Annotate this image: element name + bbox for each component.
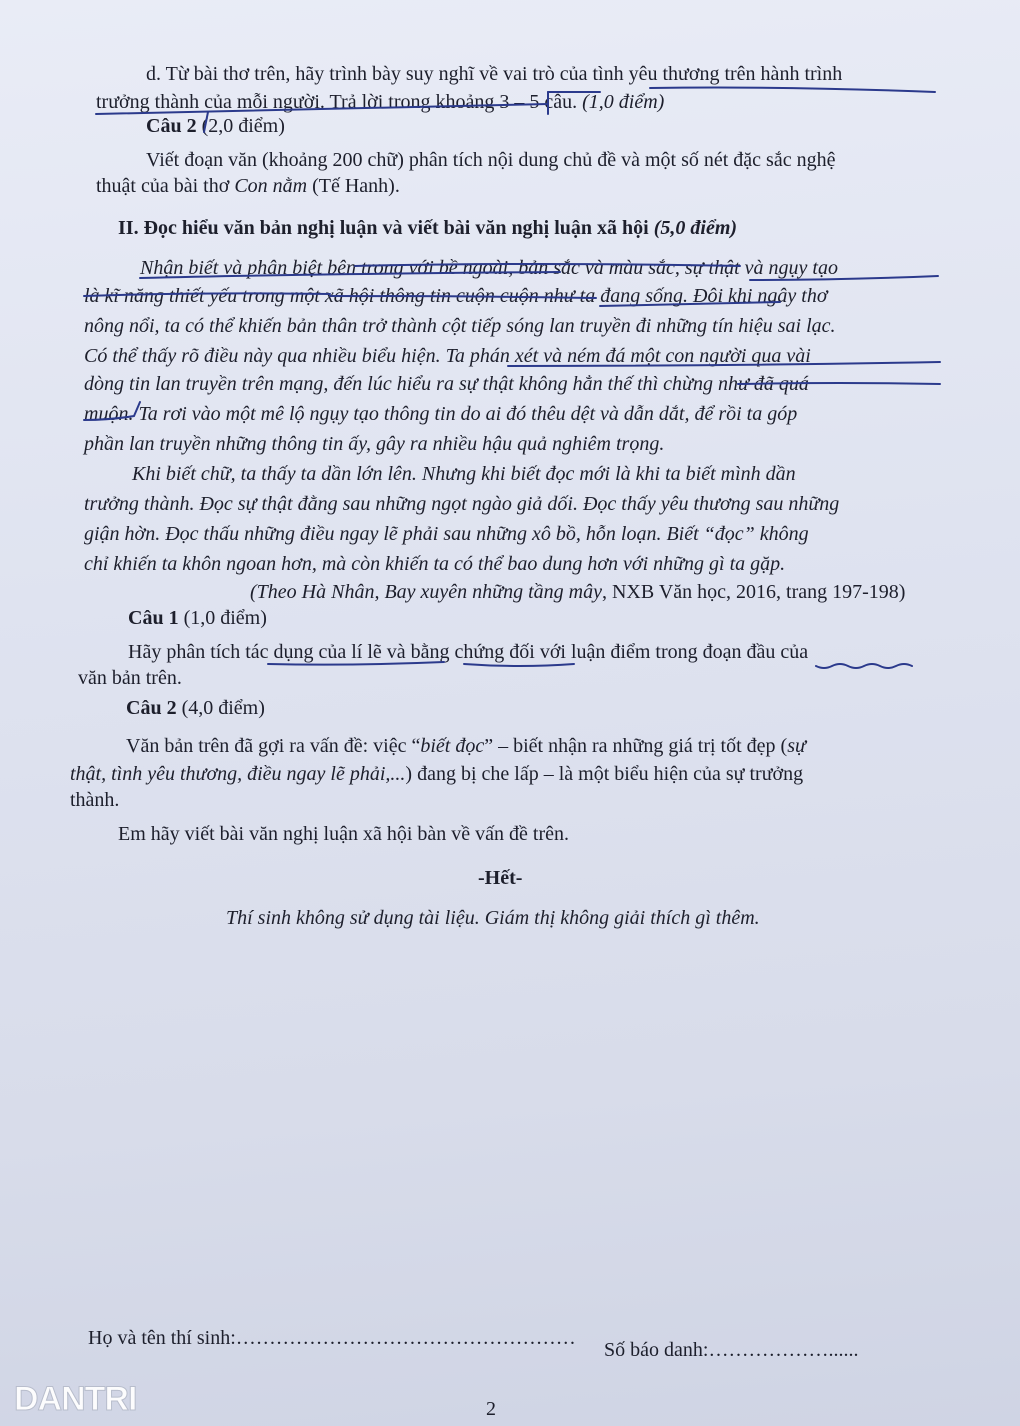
candidate-number-dots: ………………...... [708,1339,859,1361]
question-d-line-1: d. Từ bài thơ trên, hãy trình bày suy nghĩ về vai trò của tình yêu thương trên hành trình [146,63,843,85]
pen-mark [204,112,208,132]
part2-question-1-line-1: Hãy phân tích tác dụng của lí lẽ và bằng chứng đối với luận điểm trong đoạn đầu của [128,641,809,663]
passage-line: muộn. Ta rơi vào một mê lộ ngụy tạo thông tin do ai đó thêu dệt và dẫn dắt, để rồi ta góp [84,403,798,425]
pen-underline [140,272,560,278]
source-publisher: , NXB Văn học, 2016, trang 197-198) [601,581,906,603]
end-mark: -Hết- [478,867,523,889]
candidate-name-dots: …………………………………………… [235,1327,576,1349]
section-2-score: (5,0 điểm) [653,217,738,239]
pen-underline [464,664,574,666]
candidate-number-line [604,1338,858,1362]
question-2-line-1: Viết đoạn văn (khoảng 200 chữ) phân tích nội dung chủ đề và một số nét đặc sắc nghệ [146,149,836,171]
pen-underline [600,302,780,306]
passage-line: phần lan truyền những thông tin ấy, gây ra nhiều hậu quả nghiêm trọng. [84,433,665,455]
pen-strike [738,383,940,384]
passage-line: nông nổi, ta có thể khiến bản thân trở thành cột tiếp sóng lan truyền đi những tín hiệu sai lạc. [84,315,836,337]
passage-line: là kĩ năng thiết yếu trong một xã hội thông tin cuộn cuộn như ta đang sống. Đôi khi ngây thơ [84,285,828,307]
candidate-name-line [88,1326,576,1350]
question-d-text: trưởng thành của mỗi người. Trả lời trong khoảng 3 – 5 câu. [96,91,583,113]
passage-line: trưởng thành. Đọc sự thật đằng sau những ngọt ngào giả dối. Đọc thấy yêu thương sau những [84,493,840,515]
pen-mark [84,402,140,420]
pen-underline [508,362,940,366]
watermark-logo: DANTRI [14,1380,137,1418]
pen-underline [96,104,548,114]
q2-text-a: Văn bản trên đã gợi ra vấn đề: việc “ [126,735,421,757]
candidate-name-label: Họ và tên thí sinh: [88,1327,236,1349]
poem-author: (Tế Hanh). [307,175,400,197]
passage-line: Khi biết chữ, ta thấy ta dần lớn lên. Nhưng khi biết đọc mới là khi ta biết mình dần [132,463,796,485]
question-2-label: Câu 2 [146,115,197,137]
q2-text-c: ” – biết nhận ra những giá trị tốt đẹp ( [484,735,788,757]
q2-text-e: thật, tình yêu thương, điều ngay lẽ phải,... [70,763,406,785]
part2-question-1-score: (1,0 điểm) [178,607,267,629]
question-d-score: (1,0 điểm) [582,91,665,113]
poem-title: Con nằm [234,175,308,197]
question-2-score: (2,0 điểm) [196,115,285,137]
part2-question-2-score: (4,0 điểm) [176,697,265,719]
question-2-text: thuật của bài thơ [96,175,235,197]
page-number: 2 [486,1398,496,1420]
pen-underline [650,88,935,93]
candidate-number-label: Số báo danh: [604,1339,709,1361]
pen-underline [750,276,938,280]
part2-question-1-label: Câu 1 [128,607,179,629]
exam-note: Thí sinh không sử dụng tài liệu. Giám thị không giải thích gì thêm. [226,907,760,929]
passage-line: chỉ khiến ta khôn ngoan hơn, mà còn khiến ta có thể bao dung hơn với những gì ta gặp. [84,553,786,575]
q2-text-b: biết đọc [420,735,485,757]
passage-line: Có thể thấy rõ điều này qua nhiều biểu hiện. Ta phán xét và ném đá một con người qua vài [84,345,811,367]
source-author: (Theo Hà Nhân, [250,581,385,603]
q2-text-d: sự [787,735,806,757]
pen-strike [355,264,740,266]
part2-question-1-line-2: văn bản trên. [78,667,182,689]
passage-line: giận hờn. Đọc thấu những điều ngay lẽ phải sau những xô bồ, hỗn loạn. Biết “đọc” không [84,523,809,545]
pen-strike [330,296,596,298]
part2-question-2-line-4: Em hãy viết bài văn nghị luận xã hội bàn về vấn đề trên. [118,823,569,845]
pen-underline [268,662,444,665]
q2-text-f: ) đang bị che lấp – là một biểu hiện của sự trưởng [405,763,804,785]
pen-wave [816,664,912,668]
passage-line: Nhận biết và phân biệt bên trong với bề ngoài, bản sắc và màu sắc, sự thật và ngụy tạo [140,257,838,279]
source-book: Bay xuyên những tầng mây [384,581,602,603]
part2-question-2-label: Câu 2 [126,697,177,719]
section-2-title: II. Đọc hiểu văn bản nghị luận và viết bài văn nghị luận xã hội [118,217,654,239]
part2-question-2-line-3: thành. [70,789,120,811]
passage-line: dòng tin lan truyền trên mạng, đến lúc hiểu ra sự thật không hẳn thế thì chừng như đã quá [84,373,809,395]
pen-strike [84,293,330,296]
